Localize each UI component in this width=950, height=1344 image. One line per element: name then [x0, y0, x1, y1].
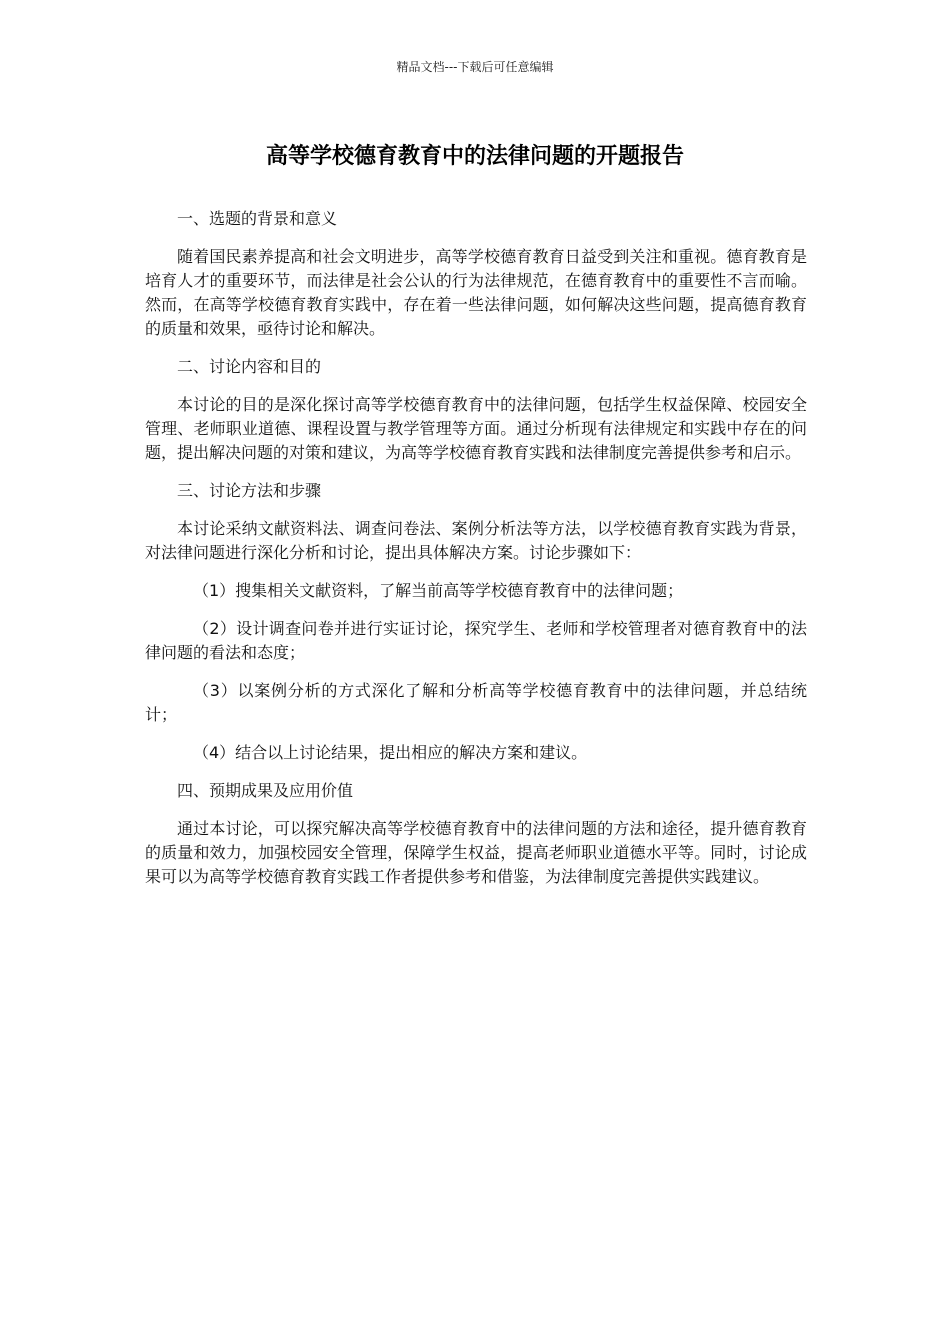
- document-title: 高等学校德育教育中的法律问题的开题报告: [265, 144, 684, 169]
- section-heading: 一、选题的背景和意义: [177, 209, 338, 228]
- step-item: （3）以案例分析的方式深化了解和分析高等学校德育教育中的法律问题，并总结统计；: [145, 681, 807, 724]
- document-body: [145, 207, 807, 903]
- section-heading: 四、预期成果及应用价值: [177, 781, 354, 800]
- section-paragraph: 本讨论采纳文献资料法、调查问卷法、案例分析法等方法，以学校德育教育实践为背景，对法律问题进行深化分析和讨论，提出具体解决方案。讨论步骤如下：: [145, 519, 807, 562]
- section-heading: 二、讨论内容和目的: [177, 357, 322, 376]
- step-item: （2）设计调查问卷并进行实证讨论，探究学生、老师和学校管理者对德育教育中的法律问题的看法和态度；: [145, 619, 807, 662]
- section-paragraph: 本讨论的目的是深化探讨高等学校德育教育中的法律问题，包括学生权益保障、校园安全管理、老师职业道德、课程设置与教学管理等方面。通过分析现有法律规定和实践中存在的问题，提出解决问题的对策和建议，为高等学校德育教育实践和法律制度完善提供参考和启示。: [145, 395, 807, 462]
- section-paragraph: 通过本讨论，可以探究解决高等学校德育教育中的法律问题的方法和途径，提升德育教育的质量和效力，加强校园安全管理，保障学生权益，提高老师职业道德水平等。同时，讨论成果可以为高等学校德育教育实践工作者提供参考和借鉴，为法律制度完善提供实践建议。: [145, 819, 807, 886]
- section-paragraph: 随着国民素养提高和社会文明进步，高等学校德育教育日益受到关注和重视。德育教育是培育人才的重要环节，而法律是社会公认的行为法律规范，在德育教育中的重要性不言而喻。然而，在高等学校德育教育实践中，存在着一些法律问题，如何解决这些问题，提高德育教育的质量和效果，亟待讨论和解决。: [145, 247, 807, 338]
- header-note: 精品文档---下载后可任意编辑: [396, 60, 554, 74]
- step-item: （1）搜集相关文献资料，了解当前高等学校德育教育中的法律问题；: [193, 581, 684, 600]
- section-heading: 三、讨论方法和步骤: [177, 481, 322, 500]
- step-item: （4）结合以上讨论结果，提出相应的解决方案和建议。: [193, 743, 588, 762]
